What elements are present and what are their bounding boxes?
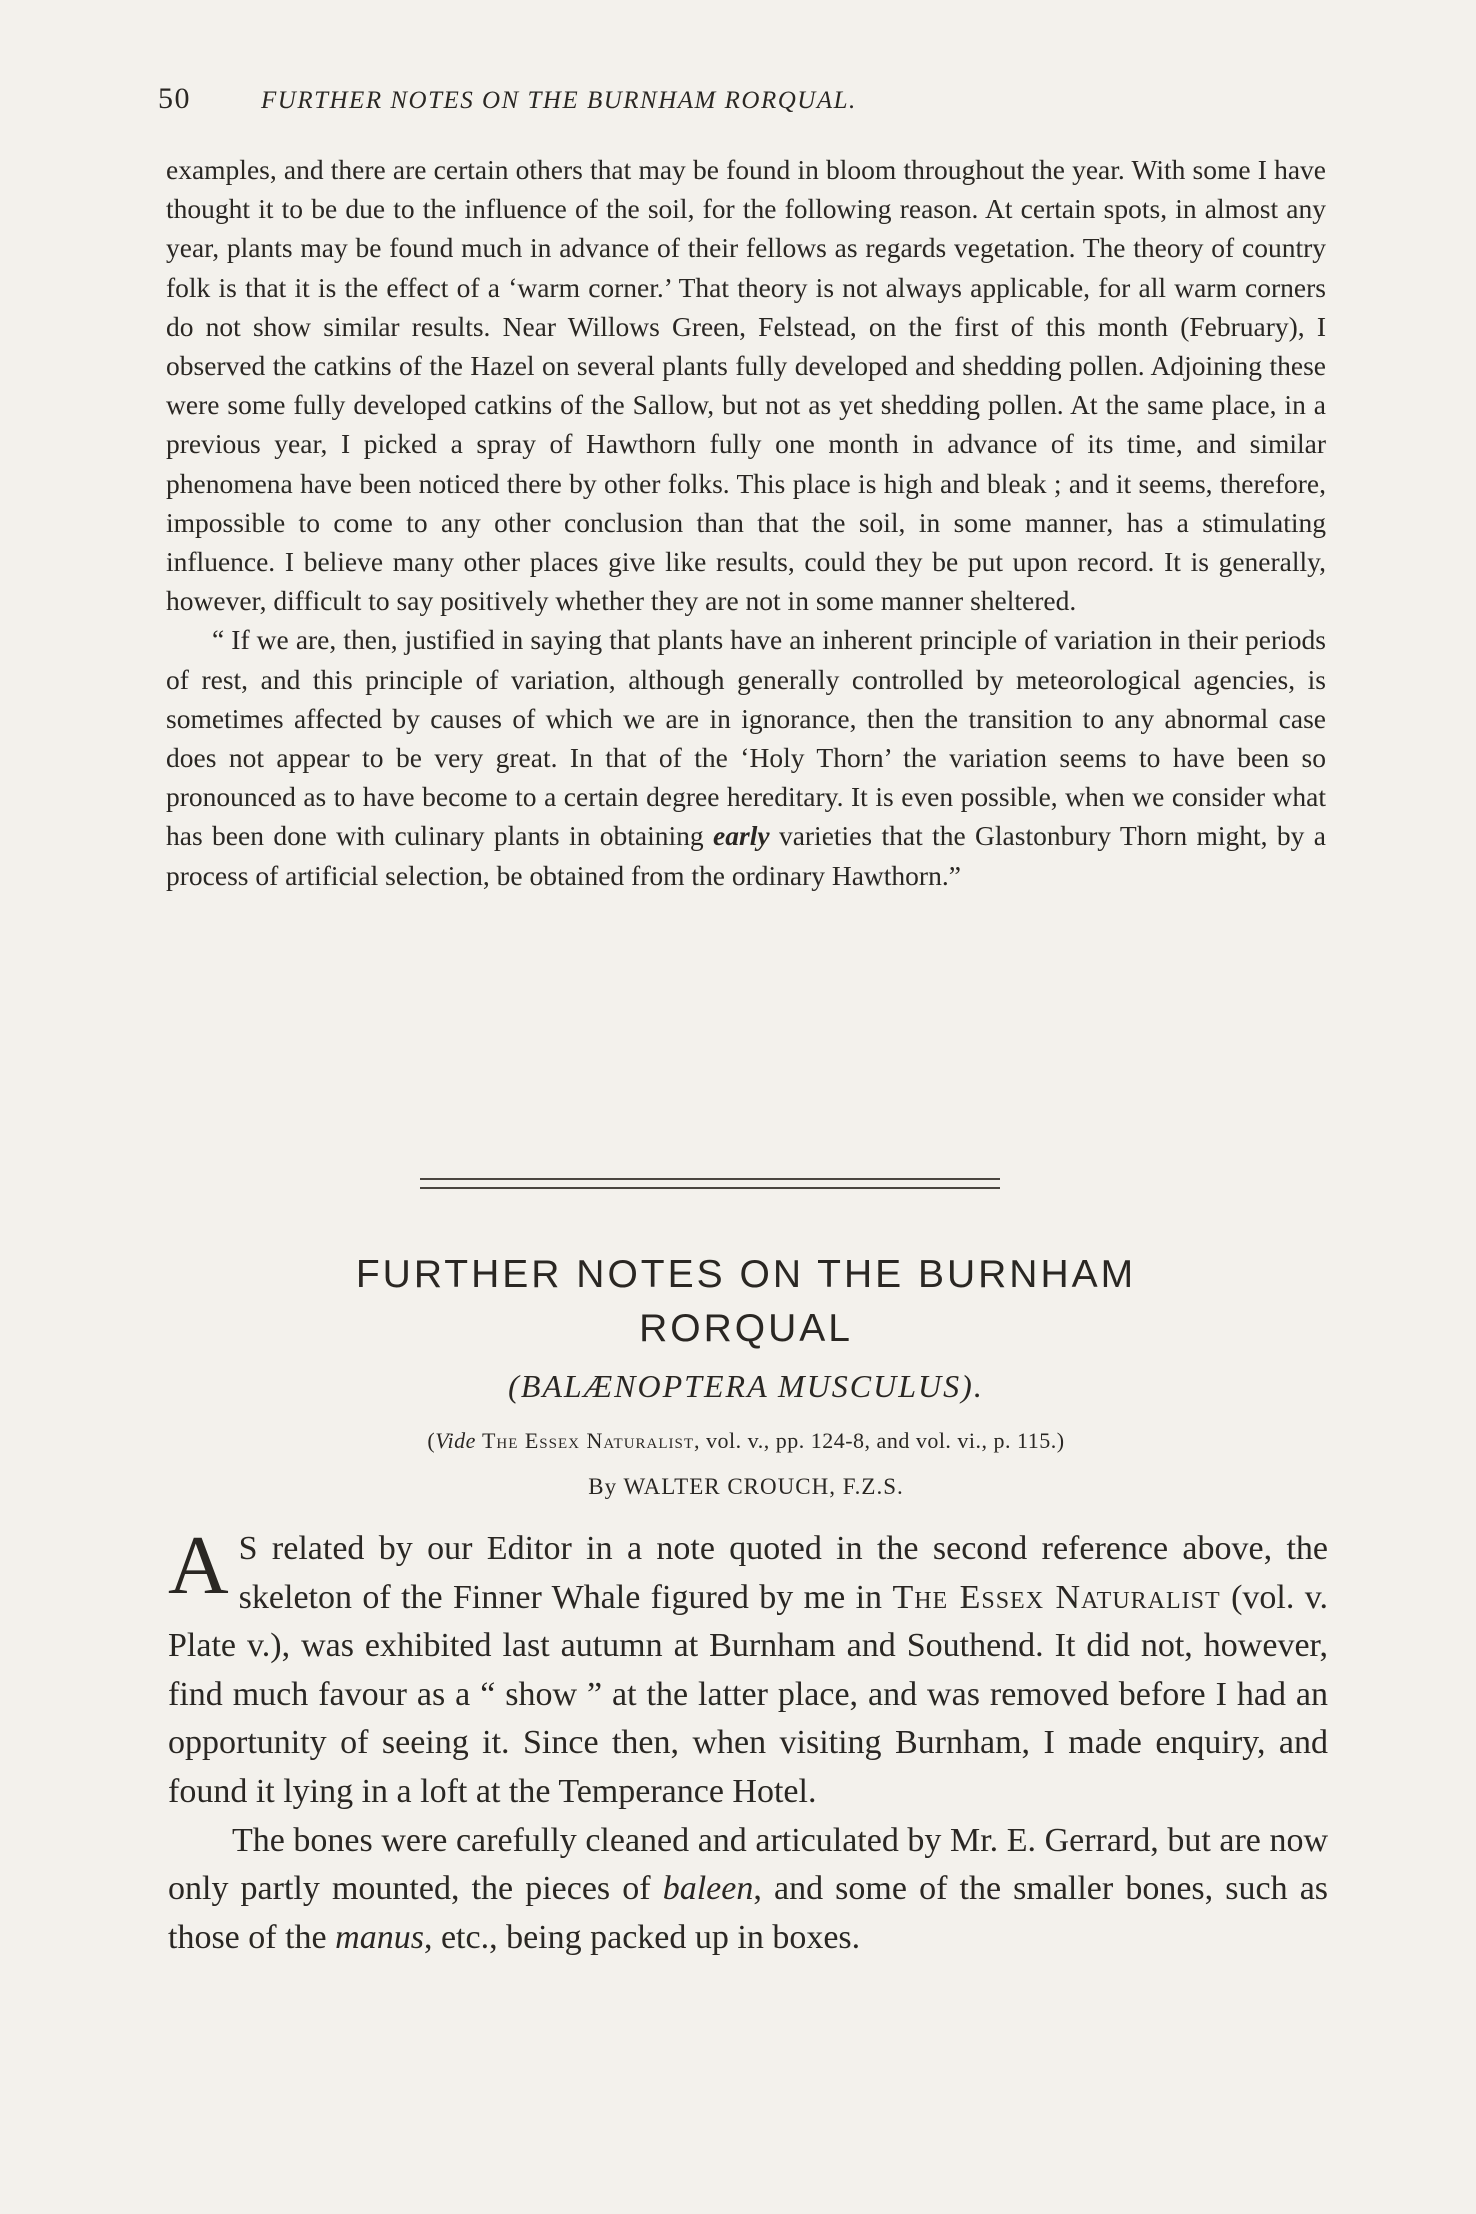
text-run: , etc., being packed up in boxes. [423,1918,861,1956]
species-subtitle: (BALÆNOPTERA MUSCULUS). [508,1368,984,1404]
journal-name: The Essex Naturalist [892,1578,1221,1616]
paragraph: examples, and there are certain others that may be found in bloom throughout the year. With some I have thought it to be due to the influence of the soil, for the following reason. At certain spots, in almost any year, plants may be found much in advance of their fellows as regards vegetation. The theory of country folk is that it is the effect of a ‘warm corner.’ That theory is not always applicable, for all warm corners do not show similar results. Near Willows Green, Felstead, on the first of this month (February), I observed the catkins of the Hazel on several plants fully developed and shedding pollen. Adjoining these were some fully developed catkins of the Sallow, but not as yet shedding pollen. At the same place, in a previous year, I picked a spray of Hawthorn fully one month in advance of its time, and similar phenomena have been noticed there by other folks. This place is high and bleak ; and it seems, therefore, impossible to come to any other conclusion than that the soil, in some manner, has a stimulating influence. I believe many other places give like results, could they be put upon record. It is generally, however, difficult to say positively whether they are not in some manner sheltered. [166,154,1326,617]
running-title: FURTHER NOTES ON THE BURNHAM RORQUAL. [261,87,857,114]
emphasis: baleen [662,1870,754,1908]
text-run: S related by our Editor in a note quoted in the second reference above, the skeleton of the Finner Whale figured by me in [238,1530,1328,1616]
running-head [158,82,1338,116]
page-number: 50 [158,82,191,115]
drop-cap: A [168,1519,229,1612]
text-run: The bones were carefully cleaned and articulated by Mr. E. Gerrard, but are now only partly mounted, the pieces of [168,1821,1328,1908]
emphasis: early [713,820,770,852]
emphasis: manus [335,1918,424,1956]
section-divider [420,1178,1000,1189]
text-run: “ If we are, then, justified in saying that plants have an inherent principle of variation in their periods of rest, and this principle of variation, although generally controlled by meteorological agencies, is sometimes affected by causes of which we are in ignorance, then the transition to any abnormal case does not appear to be very great. In that of the ‘Holy Thorn’ the variation seems to have been so pronounced as to have become to a certain degree hereditary. It is even possible, when we consider what has been done with culinary plants in obtaining [166,624,1326,852]
article-body [168,1519,1329,1962]
byline: By WALTER CROUCH, F.Z.S. [588,1474,904,1499]
reference-note [166,1428,1326,1454]
title-line: RORQUAL [639,1307,853,1350]
text-run: (vol. v. Plate v.), was exhibited last autumn at Burnham and Southend. It did not, however, find much favour as a “ show ” at the latter place, and was removed before I had an opportunity of seeing it. Since then, when visiting Burnham, I made enquiry, and found it lying in a loft at the Temperance Hotel. [168,1578,1329,1810]
paragraph [168,1519,1329,1817]
journal-name: The Essex Naturalist [481,1428,695,1453]
text-run: , and some of the smaller bones, such as those of the [168,1870,1329,1956]
title-line: FURTHER NOTES ON THE BURNHAM [355,1253,1137,1296]
paragraph-quote [166,620,1326,894]
continued-text [166,150,1326,895]
vide-word: Vide [435,1428,476,1453]
text-run: varieties that the Glastonbury Thorn might, by a process of artificial selection, be obtained from the ordinary Hawthorn.” [166,820,1327,891]
text-run: , vol. v., pp. 124-8, and vol. vi., p. 115.) [694,1428,1065,1453]
article-title [166,1248,1326,1356]
text-run: ( [427,1428,436,1453]
paragraph [168,1817,1328,1963]
